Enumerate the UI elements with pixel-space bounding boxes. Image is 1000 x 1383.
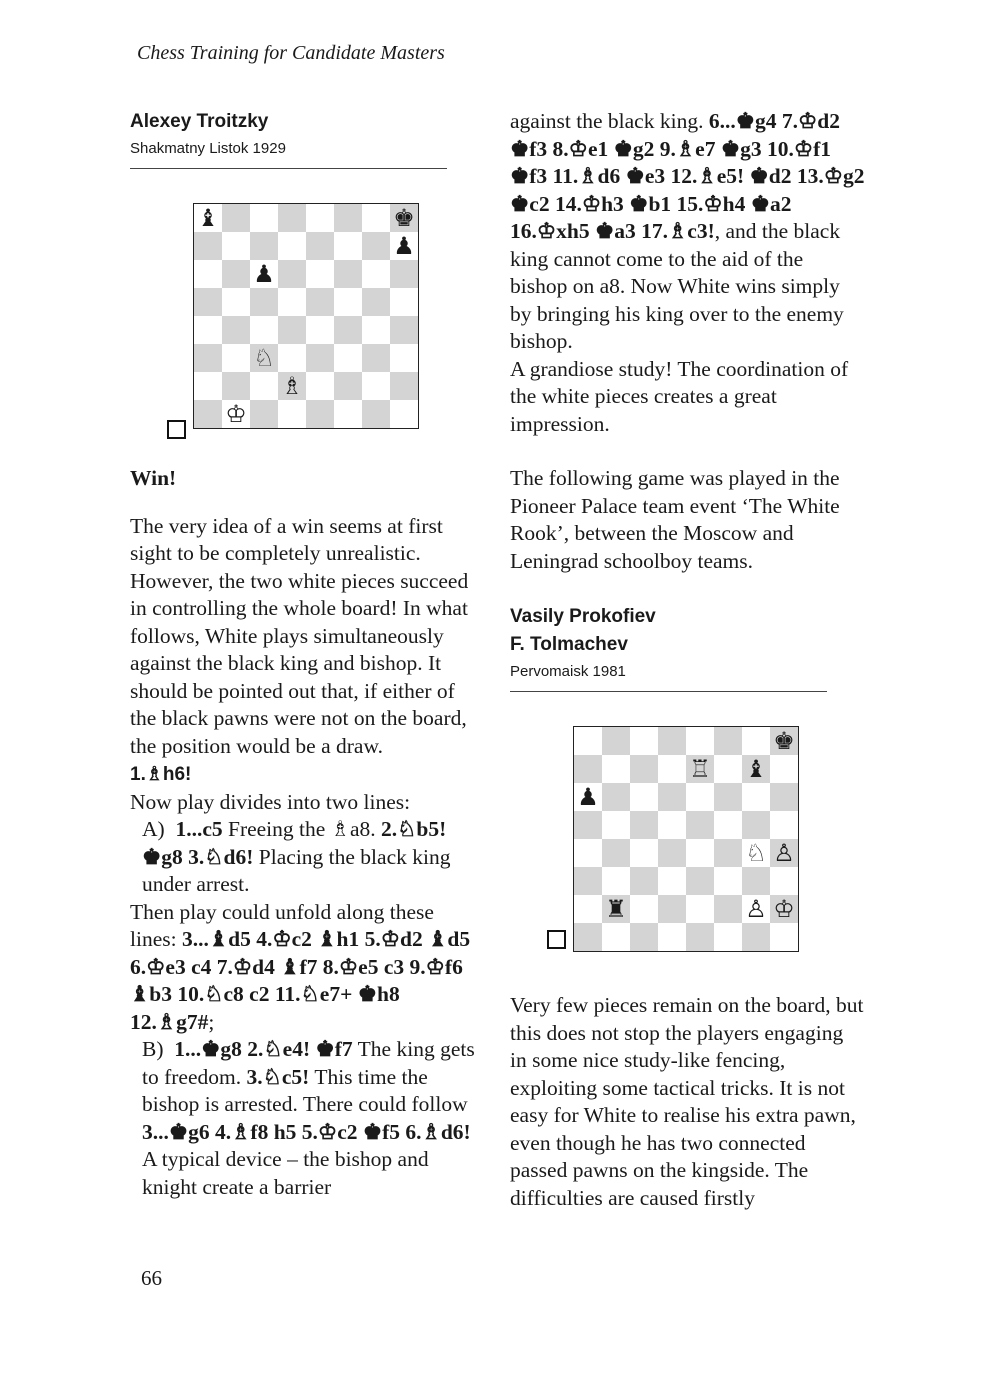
game1-square-b2 bbox=[222, 372, 250, 400]
line-b-move1: 1...♚g8 2.♘e4! ♚f7 bbox=[174, 1037, 353, 1061]
game1-square-d4 bbox=[278, 316, 306, 344]
game2-piece-a6: ♟ bbox=[577, 783, 599, 811]
game2-square-a5 bbox=[574, 811, 602, 839]
game1-board bbox=[193, 203, 419, 429]
game1-square-b4 bbox=[222, 316, 250, 344]
line-a-label: A) bbox=[142, 817, 165, 841]
game2-square-e7 bbox=[686, 755, 714, 783]
game2-square-d8 bbox=[658, 727, 686, 755]
game2-square-h3 bbox=[770, 867, 798, 895]
game2-square-h4 bbox=[770, 839, 798, 867]
game2-piece-h4: ♙ bbox=[773, 839, 795, 867]
game2-square-g6 bbox=[742, 783, 770, 811]
game1-square-h5 bbox=[390, 288, 418, 316]
game1-piece-h7: ♟ bbox=[393, 232, 415, 260]
game1-square-e3 bbox=[306, 344, 334, 372]
game2-square-h1 bbox=[770, 923, 798, 951]
line-b-text2: This time the bishop is arrested. There could follow bbox=[142, 1064, 468, 1116]
game2-square-a7 bbox=[574, 755, 602, 783]
game1-square-f6 bbox=[334, 260, 362, 288]
game1-square-c3 bbox=[250, 344, 278, 372]
game2-square-g2 bbox=[742, 895, 770, 923]
line-a-text2: Placing the black king under arrest. bbox=[142, 844, 451, 896]
game1-square-e5 bbox=[306, 288, 334, 316]
game1-square-f3 bbox=[334, 344, 362, 372]
game2-square-a1 bbox=[574, 923, 602, 951]
game2-square-d1 bbox=[658, 923, 686, 951]
game1-piece-b1: ♔ bbox=[225, 400, 247, 428]
game1-square-a6 bbox=[194, 260, 222, 288]
line-a-move1: 1...c5 bbox=[175, 817, 223, 841]
game1-square-e2 bbox=[306, 372, 334, 400]
game2-piece-e7: ♖ bbox=[689, 755, 711, 783]
page-number: 66 bbox=[141, 1266, 162, 1290]
game1-square-d1 bbox=[278, 400, 306, 428]
game2-square-f7 bbox=[714, 755, 742, 783]
game1-square-c5 bbox=[250, 288, 278, 316]
game1-square-g5 bbox=[362, 288, 390, 316]
game2-square-h8 bbox=[770, 727, 798, 755]
game1-square-c8 bbox=[250, 204, 278, 232]
unfold-end: ; bbox=[208, 1009, 215, 1034]
game2-square-b5 bbox=[602, 811, 630, 839]
right-text-top bbox=[510, 108, 865, 575]
game2-square-f4 bbox=[714, 839, 742, 867]
game2-piece-h8: ♚ bbox=[773, 727, 795, 755]
game1-square-c4 bbox=[250, 316, 278, 344]
game2-header bbox=[510, 603, 865, 692]
game2-square-h7 bbox=[770, 755, 798, 783]
line-b-text3: A typical device – the bishop and knight create a barrier bbox=[142, 1147, 429, 1199]
game1-square-e1 bbox=[306, 400, 334, 428]
game2-square-h2 bbox=[770, 895, 798, 923]
game2-piece-h2: ♔ bbox=[773, 895, 795, 923]
game2-square-c5 bbox=[630, 811, 658, 839]
game2-square-a6 bbox=[574, 783, 602, 811]
game2-square-b7 bbox=[602, 755, 630, 783]
game1-square-e7 bbox=[306, 232, 334, 260]
game1-square-g7 bbox=[362, 232, 390, 260]
game1-source: Shakmatny Listok 1929 bbox=[130, 140, 286, 157]
continuation-paragraph bbox=[510, 108, 865, 356]
game2-source: Pervomaisk 1981 bbox=[510, 663, 626, 680]
game1-square-c6 bbox=[250, 260, 278, 288]
game1-square-b8 bbox=[222, 204, 250, 232]
line-a-move2: 2.♘b5! ♚g8 3.♘d6! bbox=[142, 817, 447, 869]
line-b-text1: The king gets to freedom. bbox=[142, 1037, 475, 1089]
game2-square-b3 bbox=[602, 867, 630, 895]
game2-square-f2 bbox=[714, 895, 742, 923]
game1-square-d7 bbox=[278, 232, 306, 260]
game2-square-a2 bbox=[574, 895, 602, 923]
game1-piece-c3: ♘ bbox=[253, 344, 275, 372]
game2-square-c1 bbox=[630, 923, 658, 951]
game2-square-e3 bbox=[686, 867, 714, 895]
game1-square-f1 bbox=[334, 400, 362, 428]
game1-square-g3 bbox=[362, 344, 390, 372]
game1-square-c7 bbox=[250, 232, 278, 260]
game1-square-b7 bbox=[222, 232, 250, 260]
game2-square-e5 bbox=[686, 811, 714, 839]
game1-square-f7 bbox=[334, 232, 362, 260]
game2-diagram bbox=[510, 692, 865, 992]
right-text-bottom bbox=[510, 992, 865, 1212]
game2-piece-g4: ♘ bbox=[745, 839, 767, 867]
continuation-moves: 6...♚g4 7.♔d2 ♚f3 8.♔e1 ♚g2 9.♗e7 ♚g3 10.♔f1 ♚f3 11.♗d6 ♚e3 12.♗e5! ♚d2 13.♔g2 ♚c2 14.♔h3 ♚b1 15.♔h4 ♚a2 16.♔xh5 ♚a3 17.♗c3! bbox=[510, 109, 865, 243]
line-b bbox=[130, 1036, 485, 1201]
game2-square-g1 bbox=[742, 923, 770, 951]
game2-square-f5 bbox=[714, 811, 742, 839]
game1-square-f2 bbox=[334, 372, 362, 400]
game1-square-c2 bbox=[250, 372, 278, 400]
game2-square-e6 bbox=[686, 783, 714, 811]
game1-square-d8 bbox=[278, 204, 306, 232]
game2-square-g4 bbox=[742, 839, 770, 867]
game2-square-g3 bbox=[742, 867, 770, 895]
game2-square-g8 bbox=[742, 727, 770, 755]
verdict-heading: Win! bbox=[130, 466, 177, 490]
game1-square-e8 bbox=[306, 204, 334, 232]
unfold-text: Then play could unfold along these lines: bbox=[130, 899, 434, 951]
game1-square-h3 bbox=[390, 344, 418, 372]
game1-square-a7 bbox=[194, 232, 222, 260]
game1-square-b1 bbox=[222, 400, 250, 428]
closing-paragraph: Very few pieces remain on the board, but this does not stop the players engaging in some nice study-like fencing, exploiting some tactical tricks. It is not easy for White to realise his extra pawn, even though he has two connected passed pawns on the kingside. The difficulties are caused firstly bbox=[510, 993, 864, 1210]
game1-square-g2 bbox=[362, 372, 390, 400]
game2-square-e4 bbox=[686, 839, 714, 867]
game2-square-f3 bbox=[714, 867, 742, 895]
game2-square-b2 bbox=[602, 895, 630, 923]
game2-square-e1 bbox=[686, 923, 714, 951]
left-column bbox=[130, 108, 485, 1201]
game2-square-b1 bbox=[602, 923, 630, 951]
game1-square-f5 bbox=[334, 288, 362, 316]
game2-piece-g2: ♙ bbox=[745, 895, 767, 923]
game1-square-g1 bbox=[362, 400, 390, 428]
game2-black-player: F. Tolmachev bbox=[510, 634, 628, 655]
game2-square-g5 bbox=[742, 811, 770, 839]
game1-square-h2 bbox=[390, 372, 418, 400]
game1-square-a3 bbox=[194, 344, 222, 372]
game2-square-h5 bbox=[770, 811, 798, 839]
game1-square-c1 bbox=[250, 400, 278, 428]
game1-square-d5 bbox=[278, 288, 306, 316]
game1-square-b3 bbox=[222, 344, 250, 372]
game1-square-a5 bbox=[194, 288, 222, 316]
game2-square-d3 bbox=[658, 867, 686, 895]
game1-square-a1 bbox=[194, 400, 222, 428]
first-move: 1.♗h6! bbox=[130, 764, 192, 785]
game1-square-e6 bbox=[306, 260, 334, 288]
game2-square-c7 bbox=[630, 755, 658, 783]
game1-square-d6 bbox=[278, 260, 306, 288]
line-b-move3: 3...♚g6 4.♗f8 h5 5.♔c2 ♚f5 6.♗d6! bbox=[142, 1119, 471, 1144]
game2-square-d4 bbox=[658, 839, 686, 867]
line-a bbox=[130, 816, 485, 899]
game2-square-c8 bbox=[630, 727, 658, 755]
running-head: Chess Training for Candidate Masters bbox=[137, 42, 445, 64]
game1-square-f4 bbox=[334, 316, 362, 344]
game2-square-e8 bbox=[686, 727, 714, 755]
game1-piece-d2: ♗ bbox=[281, 372, 303, 400]
game1-square-b5 bbox=[222, 288, 250, 316]
game2-square-f6 bbox=[714, 783, 742, 811]
game1-square-h1 bbox=[390, 400, 418, 428]
left-text bbox=[130, 465, 485, 1201]
game2-square-b4 bbox=[602, 839, 630, 867]
unfold-moves: 3...♝d5 4.♔c2 ♝h1 5.♔d2 ♝d5 6.♔e3 c4 7.♔d4 ♝f7 8.♔e5 c3 9.♔f6 ♝b3 10.♘c8 c2 11.♘e7+ ♚h8 12.♗g7# bbox=[130, 927, 471, 1034]
game1-square-f8 bbox=[334, 204, 362, 232]
game2-square-b8 bbox=[602, 727, 630, 755]
game2-side-to-move-white bbox=[547, 930, 566, 949]
game1-square-g8 bbox=[362, 204, 390, 232]
game2-square-c4 bbox=[630, 839, 658, 867]
game1-square-a2 bbox=[194, 372, 222, 400]
unfold-paragraph bbox=[130, 899, 485, 1037]
game1-square-d2 bbox=[278, 372, 306, 400]
game2-square-a8 bbox=[574, 727, 602, 755]
continuation-pre: against the black king. bbox=[510, 109, 709, 133]
game2-square-a4 bbox=[574, 839, 602, 867]
right-column bbox=[510, 108, 865, 1212]
game2-piece-g7: ♝ bbox=[745, 755, 767, 783]
game1-square-d3 bbox=[278, 344, 306, 372]
game2-square-c6 bbox=[630, 783, 658, 811]
line-a-text1: Freeing the ♗a8. bbox=[222, 817, 381, 841]
game1-player: Alexey Troitzky bbox=[130, 111, 269, 132]
continuation-text: , and the black king cannot come to the aid of the bishop on a8. Now White wins simply by bringing his king over to the enemy bishop. bbox=[510, 219, 844, 353]
game1-diagram bbox=[130, 169, 485, 465]
game1-piece-c6: ♟ bbox=[253, 260, 275, 288]
game1-square-h7 bbox=[390, 232, 418, 260]
game2-square-h6 bbox=[770, 783, 798, 811]
line-b-move2: 3.♘c5! bbox=[246, 1064, 310, 1089]
game2-square-f1 bbox=[714, 923, 742, 951]
game1-square-g6 bbox=[362, 260, 390, 288]
game2-white-player: Vasily Prokofiev bbox=[510, 606, 656, 627]
game2-board bbox=[573, 726, 799, 952]
game1-square-g4 bbox=[362, 316, 390, 344]
game2-square-f8 bbox=[714, 727, 742, 755]
game1-side-to-move-white bbox=[167, 420, 186, 439]
game2-square-e2 bbox=[686, 895, 714, 923]
game2-square-a3 bbox=[574, 867, 602, 895]
game1-piece-a8: ♝ bbox=[197, 204, 219, 232]
game1-square-a8 bbox=[194, 204, 222, 232]
following-paragraph: The following game was played in the Pioneer Palace team event ‘The White Rook’, between the Moscow and Leningrad schoolboy teams. bbox=[510, 466, 840, 573]
game2-piece-b2: ♜ bbox=[605, 895, 627, 923]
game1-square-a4 bbox=[194, 316, 222, 344]
intro-paragraph: The very idea of a win seems at first sight to be completely unrealistic. However, the two white pieces succeed in controlling the whole board! In what follows, White plays simultaneously against the black king and bishop. It should be pointed out that, if either of the black pawns were not on the board, the position would be a draw. bbox=[130, 513, 469, 758]
game2-square-d7 bbox=[658, 755, 686, 783]
grandiose-paragraph: A grandiose study! The coordination of the white pieces creates a great impression. bbox=[510, 356, 849, 436]
game1-piece-h8: ♚ bbox=[393, 204, 415, 232]
game1-square-h4 bbox=[390, 316, 418, 344]
game2-square-d2 bbox=[658, 895, 686, 923]
game1-square-h8 bbox=[390, 204, 418, 232]
line-b-label: B) bbox=[142, 1037, 164, 1061]
game2-square-d5 bbox=[658, 811, 686, 839]
game2-square-c2 bbox=[630, 895, 658, 923]
game1-square-e4 bbox=[306, 316, 334, 344]
lines-intro: Now play divides into two lines: bbox=[130, 789, 411, 814]
game2-square-b6 bbox=[602, 783, 630, 811]
game1-square-b6 bbox=[222, 260, 250, 288]
game2-square-g7 bbox=[742, 755, 770, 783]
game2-square-d6 bbox=[658, 783, 686, 811]
game2-square-c3 bbox=[630, 867, 658, 895]
game1-square-h6 bbox=[390, 260, 418, 288]
